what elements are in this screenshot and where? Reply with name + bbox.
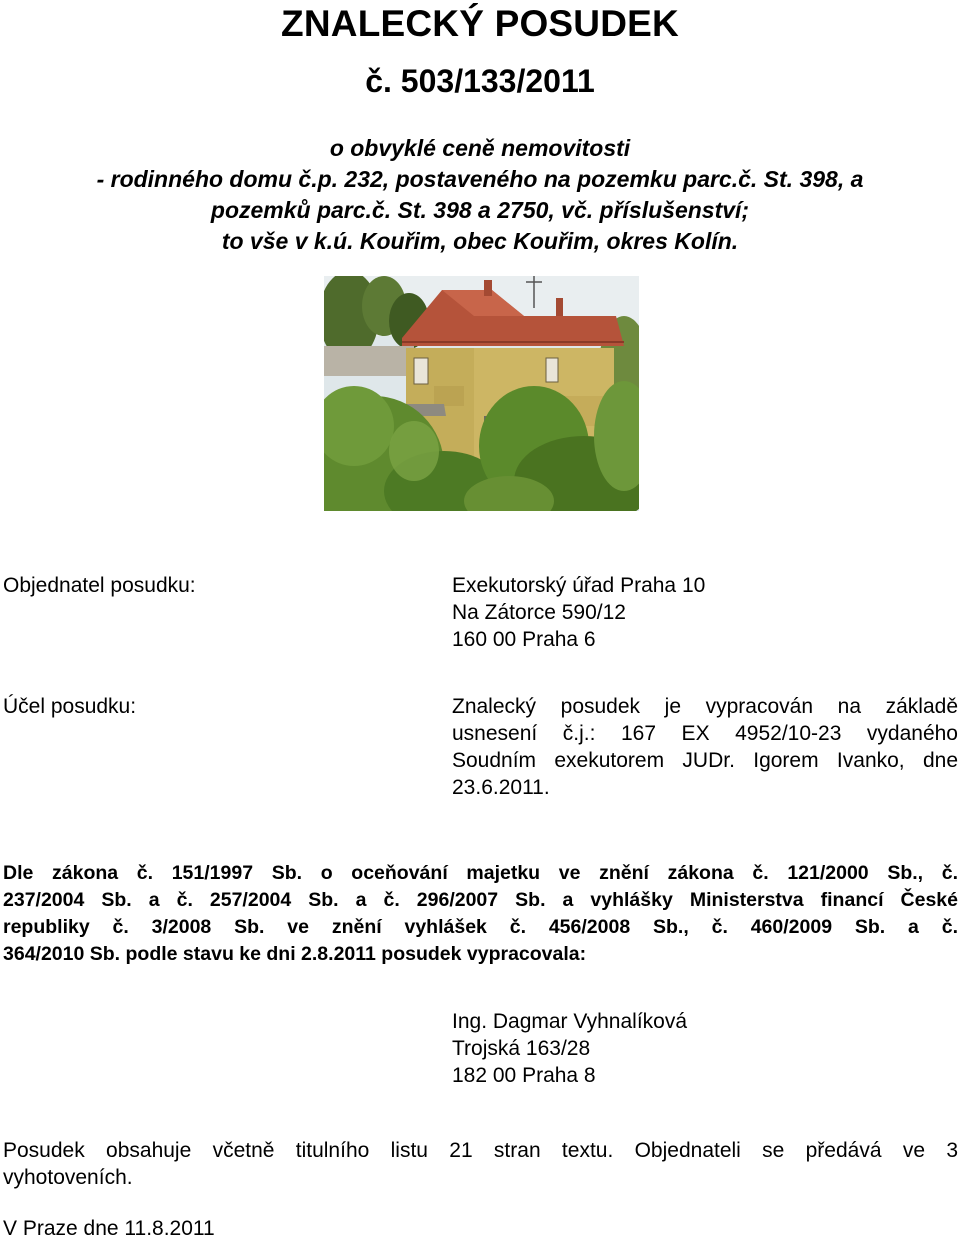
subject-line: - rodinného domu č.p. 232, postaveného na pozemku parc.č. St. 398, a [96,166,864,192]
author-line: Ing. Dagmar Vyhnalíková [452,1010,688,1033]
purpose-line: 23.6.2011. [452,776,550,799]
note-line: Posudek obsahuje včetně titulního listu 21 stran textu. Objednateli se předává ve 3 [3,1139,958,1162]
author-line: 182 00 Praha 8 [452,1064,596,1087]
document-title: ZNALECKÝ POSUDEK [281,3,679,44]
client-label: Objednatel posudku: [3,574,196,597]
author-address [452,1008,687,1089]
client-line: 160 00 Praha 6 [452,628,596,651]
law-line: republiky č. 3/2008 Sb. ve znění vyhlášek č. 456/2008 Sb., č. 460/2009 Sb. a č. [3,916,958,938]
law-line: 364/2010 Sb. podle stavu ke dni 2.8.2011 posudek vypracovala: [3,943,587,965]
copies-note [3,1137,958,1191]
legal-basis [3,860,958,968]
client-line: Exekutorský úřad Praha 10 [452,574,706,597]
client-address [452,572,705,653]
subject-line: o obvyklé ceně nemovitosti [329,135,631,161]
author-line: Trojská 163/28 [452,1037,591,1060]
purpose-line: Znalecký posudek je vypracován na základě [452,695,958,718]
note-line: vyhotoveních. [3,1166,133,1189]
document-number: č. 503/133/2011 [365,63,595,99]
client-line: Na Zátorce 590/12 [452,601,626,624]
subject-line: to vše v k.ú. Kouřim, obec Kouřim, okres Kolín. [221,228,739,254]
purpose-line: Soudním exekutorem JUDr. Igorem Ivanko, dne [452,749,958,772]
place-date: V Praze dne 11.8.2011 [3,1217,215,1240]
purpose-label: Účel posudku: [3,695,137,718]
document-subject [0,133,960,257]
law-line: 237/2004 Sb. a č. 257/2004 Sb. a č. 296/2007 Sb. a vyhlášky Ministerstva financí České [3,889,958,911]
purpose-line: usnesení č.j.: 167 EX 4952/10-23 vydaného [452,722,958,745]
subject-line: pozemků parc.č. St. 398 a 2750, vč. příslušenství; [210,197,750,223]
law-line: Dle zákona č. 151/1997 Sb. o oceňování majetku ve znění zákona č. 121/2000 Sb., č. [3,862,958,884]
purpose-text [452,693,958,801]
house-photo [324,276,639,511]
